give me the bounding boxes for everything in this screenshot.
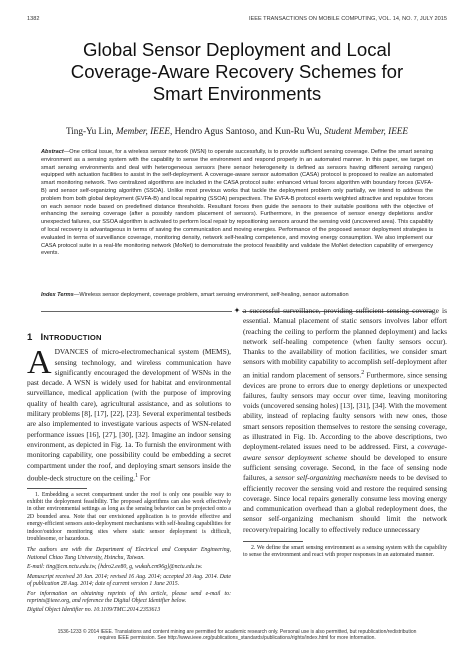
- section-number: 1: [27, 332, 33, 343]
- abstract-label: Abstract: [41, 149, 64, 155]
- footnote-rule: [243, 541, 303, 542]
- intro-text-end: For: [138, 473, 151, 483]
- reprint-info: For information on obtaining reprints of this article, please send e-mail to: reprints@ieee.org, and reference the Digital Object Identifier below.: [27, 590, 231, 604]
- affiliation-email: E-mail: ting@cm.nctu.edu.tw, {hdro2.ee80, g, wukuh.cm96g}@nctu.edu.tw.: [27, 564, 203, 571]
- author-role: Student Member, IEEE: [324, 126, 409, 136]
- index-terms-text: —Wireless sensor deployment, coverage problem, smart sensing environment, self-healing, sensor automation: [73, 292, 349, 298]
- author-name: Ting-Yu Lin,: [65, 126, 114, 136]
- drop-cap: A: [27, 344, 52, 382]
- affiliation-block: [27, 547, 231, 614]
- abstract-text: —One critical issue, for a wireless sensor network (WSN) to operate successfully, is to provide sufficient sensing coverage. Define the smart sensing environment as a sensing system with the capability to sense the environment and respond properly in an automated manner. In this paper, we target on smart sensing environments and deal with heterogeneous sensors (here sensor heterogeneity is defined as sensors having different sensing ranges) equipped with actuation facilities to assist in the self-deployment. A coverage-aware sensor automation (CASA) protocol is proposed to realize an automated smart monitoring network. Two centralized algorithms are included in the CASA protocol suite: enhanced virtual forces algorithm with boundary forces (EVFA-B) and sensor self-organizing algorithm (SSOA). Unlike most previous works that tackle the deployment problem only partially, we intend to address the problem from both global deployment (EVFA-B) and local repairing (SSOA) perspectives. The EVFA-B protocol exerts weighted attractive and repulsive forces on each sensor node based on predefined distance thresholds. Resultant forces then guide the sensors to their suitable positions with the objective of enhancing the sensing coverage (after a possibly random placement of sensors). Furthermore, in the presence of sensor energy depletions and/or unexpected failures, our SSOA algorithm is activated to perform local repair by repositioning sensors around the sensing void (uncovered area). This capability of local recovery is advantageous in terms of saving the communication and moving energies. Performance of the proposed sensor deployment strategies is evaluated in terms of surveillance coverage, monitoring density, network self-healing competence, and moving energy consumption. We also implement our CASA protocol suite in a real-life monitoring network (MoNet) to demonstrate the protocol feasibility and validate the MoNet detection capability of emergency events.: [41, 149, 433, 257]
- body-text: should be developed to ensure sufficient sensing coverage. Second, in the face of sensing node failures, a: [243, 452, 447, 483]
- page-number: 1382: [27, 16, 40, 22]
- author-name: , Hendro Agus Santoso, and Kun-Ru Wu,: [169, 126, 322, 136]
- section-title-rest: NTRODUCTION: [43, 333, 102, 342]
- author-list: [30, 126, 444, 136]
- running-header: [27, 16, 447, 26]
- index-terms-label: Index Terms: [41, 292, 74, 298]
- first-word: DVANCES: [54, 347, 89, 357]
- body-text: a successful surveillance, providing sufficient sensing coverage is essential. Manual placement of static sensors involves labor effort (reaching the ceiling to perform the planned deployment) and lacks network self-healing competence (when faulty sensors occur). Thanks to the availability of motion facilities, we consider smart sensors with mobility capability to accomplish self-deployment after an initial random placement of sensors.: [243, 306, 447, 380]
- emphasis: coverage-aware sensor deployment scheme: [243, 442, 447, 462]
- footer-line: requires IEEE permission. See http://www.ieee.org/publications_standards/publications/rights/index.html for more information.: [98, 635, 376, 641]
- footer-line: 1536-1233 © 2014 IEEE. Translations and content mining are permitted for academic research only. Personal use is also permitted, but republication/redistribution: [57, 629, 417, 635]
- footnote-mark: 2: [361, 369, 365, 376]
- copyright-footer: [30, 629, 444, 641]
- journal-name: IEEE TRANSACTIONS ON MOBILE COMPUTING, VOL. 14, NO. 7, JULY 2015: [248, 16, 447, 22]
- doi: Digital Object Identifier no. 10.1109/TMC.2014.2353613: [27, 607, 161, 614]
- intro-text: of micro-electromechanical system (MEMS), sensing technology, and wireless communication have significantly encouraged the development of WSNs in the past decade. A WSN is widely used for habitat and environmental surveillance, medical application (with the purpose of improving quality of health care), agricultural assistance, and as solutions to military problems [8], [17], [22], [23]. Several experimental testbeds are also implemented to investigate various aspects of WSN-related performance issues [16], [27], [30], [32]. Imagine an indoor sensing environment, as depicted in Fig. 1a. To furnish the environment with monitoring capability, one possibility could be embedding a secret compartment under the roof, and deploying smart sensors inside the double-deck structure on the ceiling.: [27, 347, 231, 483]
- index-terms: [41, 292, 433, 300]
- footnote-rule: [27, 488, 87, 489]
- abstract: [41, 149, 433, 258]
- footnote-mark: 1: [135, 472, 139, 479]
- title-line: Coverage-Aware Recovery Schemes for: [70, 61, 404, 82]
- title-line: Global Sensor Deployment and Local: [82, 39, 391, 60]
- footnote-2: 2. We define the smart sensing environment as a sensing system with the capability to sense the environment and react with proper responses in an automated manner.: [243, 545, 447, 559]
- right-column: [243, 306, 447, 560]
- intro-paragraph-cont: [243, 306, 447, 535]
- paper-title: [30, 39, 444, 105]
- section-title-first: I: [40, 332, 44, 343]
- footnote-1: 1. Embedding a secret compartment under the roof is only one possible way to exhibit the deployment feasibility. The proposed algorithms can also work effectively in other environmental settings as long as the sensing behavior can be projected onto a 2D bounded area. Note that our envisioned application is to provide effective and energy-efficient sensors auto-deployment mechanisms with self-healing capabilities for indoor/outdoor monitoring sites where static sensor deployment is difficult, troublesome, or hazardous.: [27, 491, 231, 543]
- emphasis: sensor self-organizing mechanism: [275, 473, 378, 483]
- body-text: needs to be devised to efficiently recover the sensing void and restore the required sensing coverage. Since local repairs generally consume less moving energy and communication overhead than a global redeployment does, the sensor self-organizing mechanism should limit the network recovery/repairing locally to effectively reduce unnecessary: [243, 473, 447, 534]
- affiliation: The authors are with the Department of Electrical and Computer Engineering, National Chiao Tung University, Hsinchu, Taiwan.: [27, 547, 231, 561]
- left-column: [27, 333, 231, 617]
- title-line: Smart Environments: [152, 83, 322, 104]
- author-role: Member, IEEE: [115, 126, 170, 136]
- section-heading: [27, 333, 231, 343]
- divider-diamond-icon: ✦: [233, 306, 241, 315]
- manuscript-dates: Manuscript received 20 Jan. 2014; revised 16 Aug. 2014; accepted 20 Aug. 2014. Date of publication 28 Aug. 2014; date of current version 1 June 2015.: [27, 573, 231, 588]
- intro-paragraph: [27, 344, 231, 483]
- body-text: Furthermore, since sensing devices are prone to errors due to energy depletions or unexpected failures, faulty sensors may occur over time, leaving monitoring voids (uncovered sensing holes) [13], [31], [34]. With the movement ability, instead of replacing faulty sensors with new ones, those smart sensors reposition themselves to restore the sensing coverage, as illustrated in Fig. 1b. According to the above descriptions, two deployment-related issues need to be addressed. First, a: [243, 370, 447, 452]
